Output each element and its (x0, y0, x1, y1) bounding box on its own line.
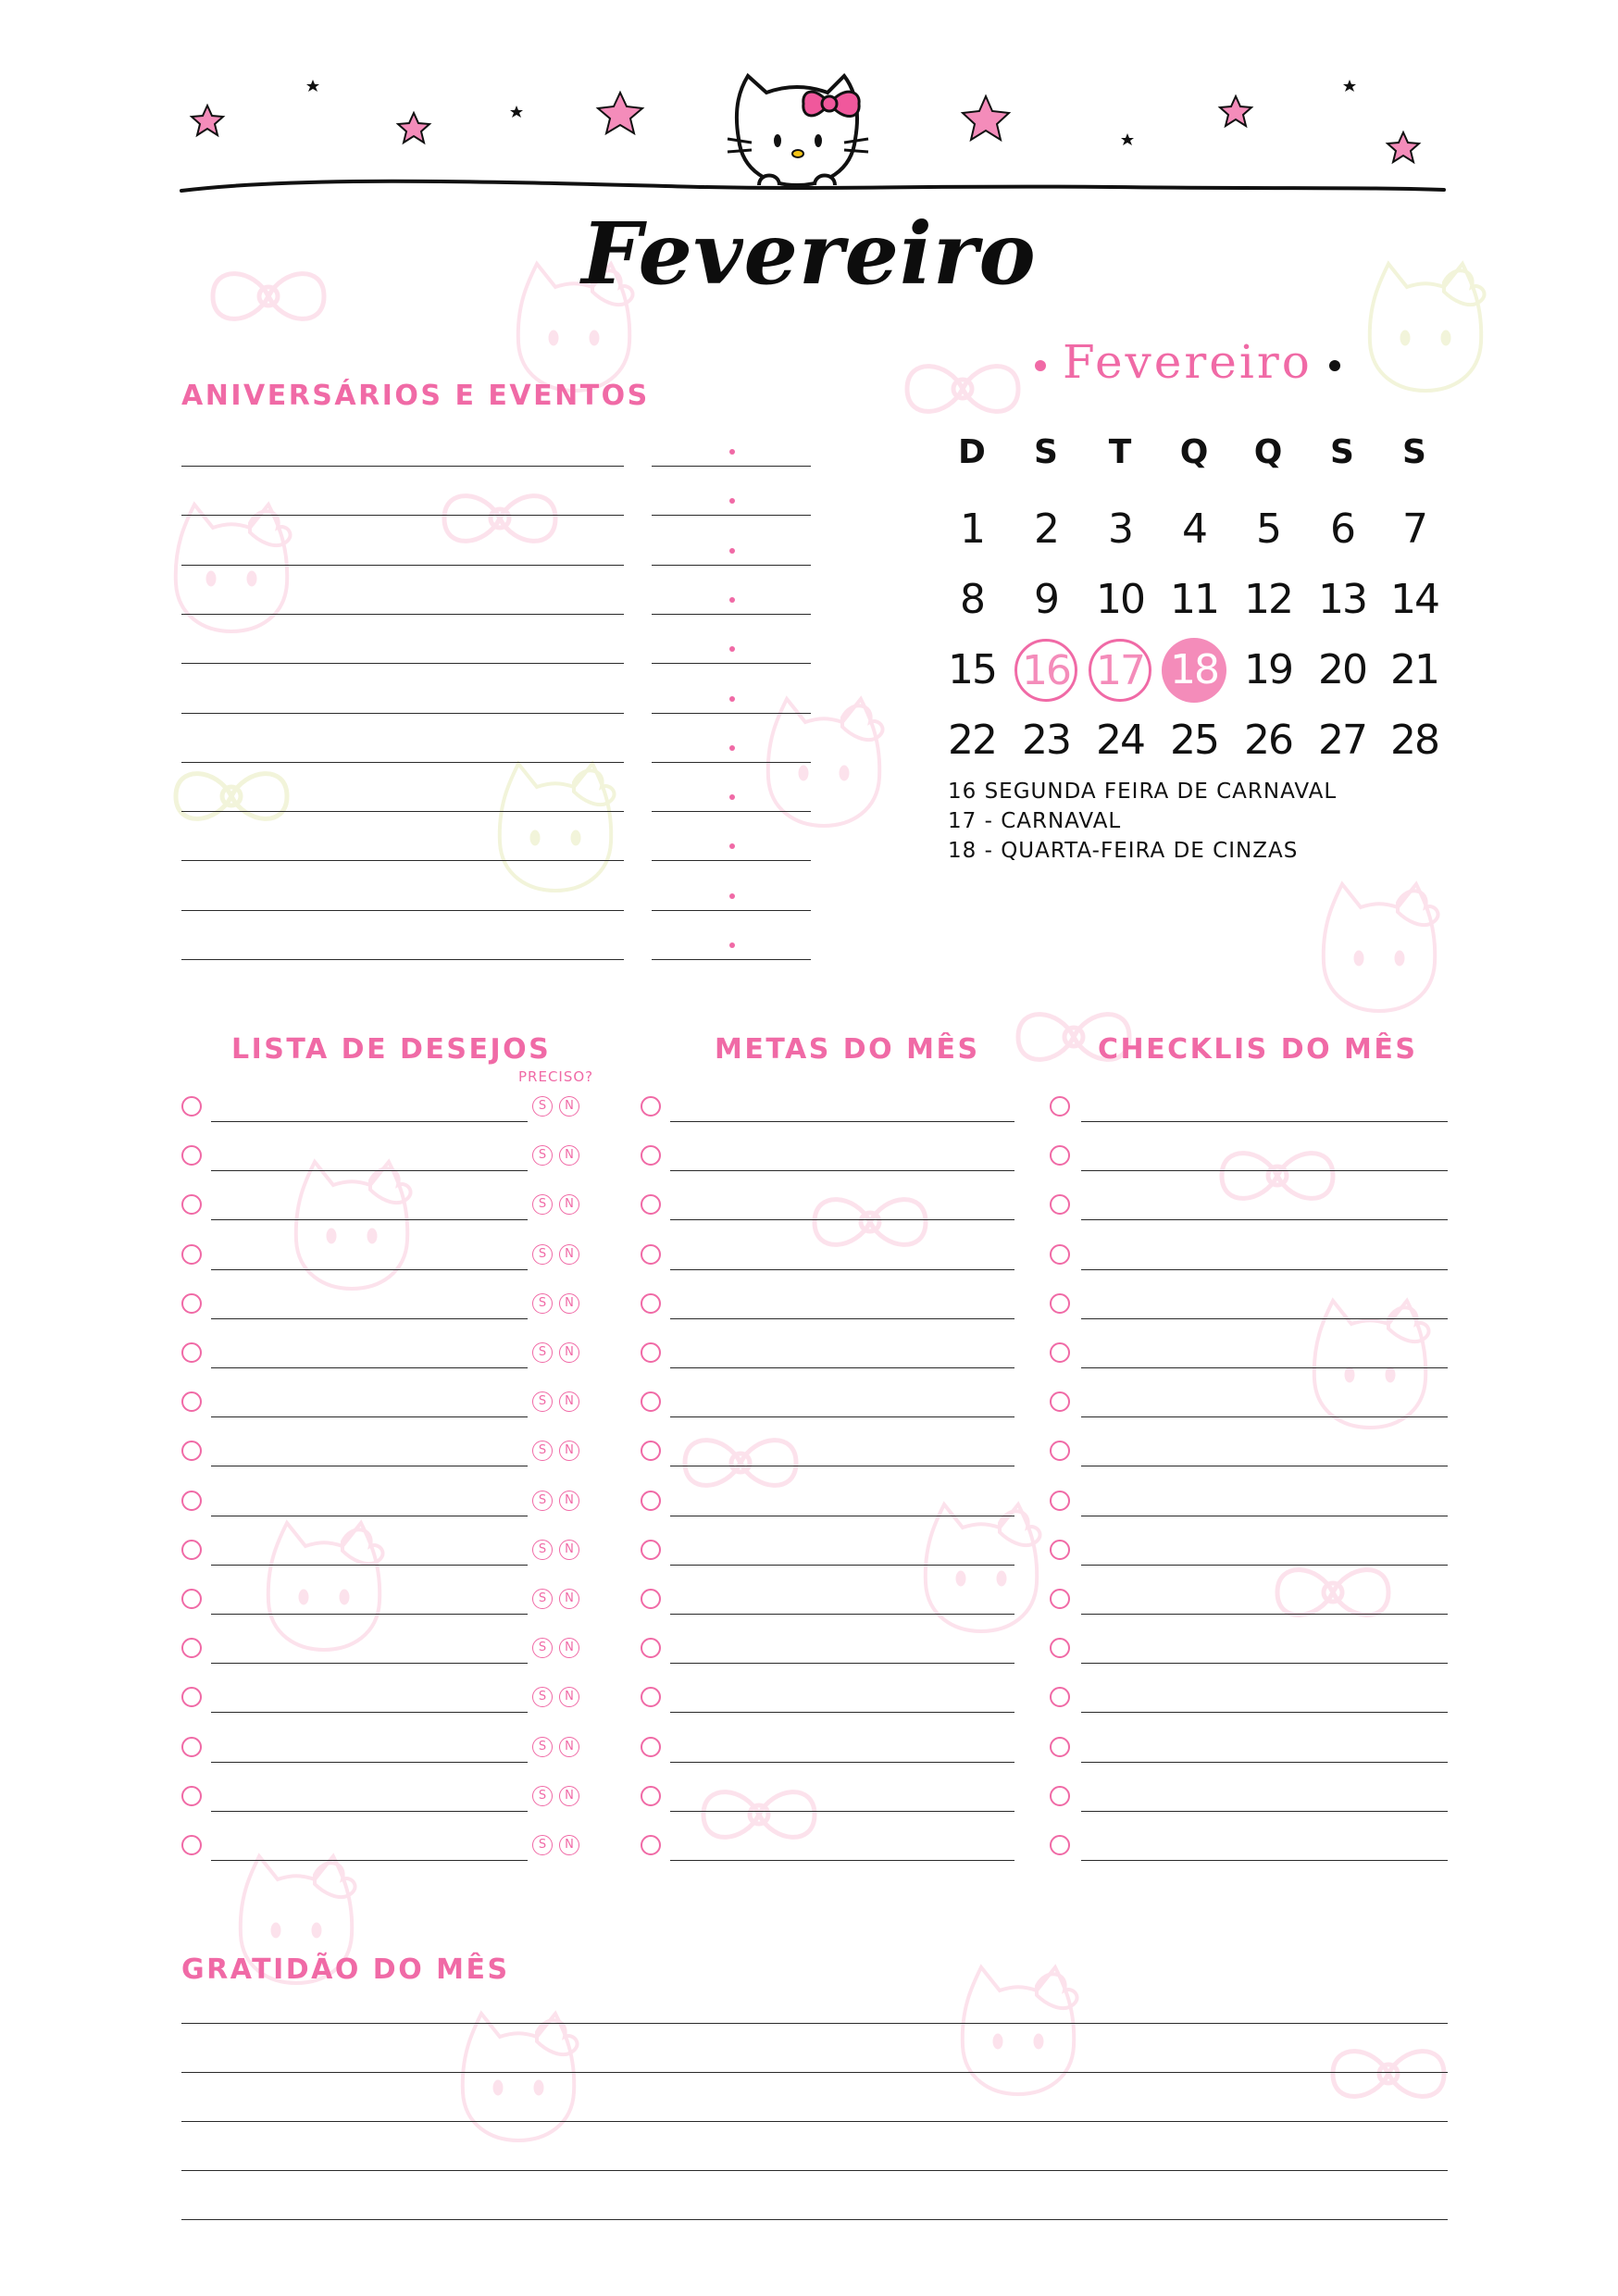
checklist-checkbox[interactable] (1050, 1096, 1070, 1117)
event-name-line[interactable] (181, 811, 624, 812)
wishlist-line[interactable] (211, 1614, 528, 1615)
gratitude-line[interactable] (181, 2121, 1448, 2122)
calendar-month (1035, 335, 1368, 389)
wishlist-yes-option[interactable]: S (532, 1589, 553, 1609)
gratitude-section-title: GRATIDÃO DO MÊS (181, 1953, 510, 1986)
goal-checkbox[interactable] (641, 1096, 661, 1117)
wishlist-yes-option[interactable]: S (532, 1540, 553, 1560)
event-name-line[interactable] (181, 565, 624, 566)
wishlist-no-option[interactable]: N (559, 1342, 579, 1363)
goal-checkbox[interactable] (641, 1835, 661, 1855)
goal-line[interactable] (670, 1860, 1014, 1861)
calendar-day[interactable]: 17 (1089, 639, 1151, 702)
page-title: Fevereiro (581, 204, 1037, 304)
goal-checkbox[interactable] (641, 1491, 661, 1511)
wishlist-yes-option[interactable]: S (532, 1638, 553, 1658)
checklist-checkbox[interactable] (1050, 1244, 1070, 1265)
checklist-section-title: CHECKLIS DO MÊS (1098, 1033, 1418, 1066)
wishlist-checkbox[interactable] (181, 1786, 202, 1806)
calendar-day[interactable]: 24 (1096, 717, 1144, 764)
wishlist-line[interactable] (211, 1367, 528, 1368)
calendar-weekday: S (1330, 433, 1354, 471)
goal-checkbox[interactable] (641, 1589, 661, 1609)
wishlist-no-option[interactable]: N (559, 1589, 579, 1609)
calendar-day[interactable]: 10 (1096, 576, 1144, 623)
calendar-weekday: D (958, 433, 986, 471)
calendar-weekday: Q (1253, 433, 1283, 471)
calendar-day[interactable]: 22 (948, 717, 996, 764)
event-date-line[interactable] (652, 515, 811, 516)
checklist-line[interactable] (1081, 1219, 1448, 1220)
calendar-month-label: Fevereiro (1063, 335, 1313, 389)
wishlist-no-option[interactable]: N (559, 1293, 579, 1314)
gratitude-line[interactable] (181, 2219, 1448, 2220)
wishlist-line[interactable] (211, 1219, 528, 1220)
wishlist-yes-option[interactable]: S (532, 1737, 553, 1757)
goal-checkbox[interactable] (641, 1293, 661, 1314)
calendar-day[interactable]: 20 (1318, 646, 1366, 693)
goal-line[interactable] (670, 1170, 1014, 1171)
wishlist-no-option[interactable]: N (559, 1687, 579, 1707)
calendar-day[interactable]: 13 (1318, 576, 1366, 623)
wishlist-line[interactable] (211, 1416, 528, 1417)
wishlist-no-option[interactable]: N (559, 1491, 579, 1511)
checklist-line[interactable] (1081, 1269, 1448, 1270)
wishlist-checkbox[interactable] (181, 1244, 202, 1265)
goal-checkbox[interactable] (641, 1342, 661, 1363)
event-name-line[interactable] (181, 910, 624, 911)
calendar-day[interactable]: 27 (1318, 717, 1366, 764)
wishlist-line[interactable] (211, 1860, 528, 1861)
checklist-line[interactable] (1081, 1712, 1448, 1713)
wishlist-no-option[interactable]: N (559, 1145, 579, 1166)
wishlist-line[interactable] (211, 1663, 528, 1664)
calendar-day[interactable]: 26 (1244, 717, 1292, 764)
event-name-line[interactable] (181, 515, 624, 516)
goal-checkbox[interactable] (641, 1737, 661, 1757)
calendar-day[interactable]: 28 (1390, 717, 1438, 764)
date-separator-dot (729, 449, 735, 455)
wishlist-yes-option[interactable]: S (532, 1293, 553, 1314)
event-date-line[interactable] (652, 959, 811, 960)
calendar-day[interactable]: 7 (1402, 505, 1426, 553)
date-separator-dot (729, 597, 735, 603)
event-date-line[interactable] (652, 663, 811, 664)
wishlist-no-option[interactable]: N (559, 1786, 579, 1806)
checklist-line[interactable] (1081, 1170, 1448, 1171)
wishlist-no-option[interactable]: N (559, 1244, 579, 1265)
goal-line[interactable] (670, 1367, 1014, 1368)
calendar-day[interactable]: 4 (1182, 505, 1206, 553)
wishlist-line[interactable] (211, 1170, 528, 1171)
checklist-checkbox[interactable] (1050, 1835, 1070, 1855)
dot-decoration (1329, 360, 1340, 371)
calendar-day[interactable]: 21 (1390, 646, 1438, 693)
event-name-line[interactable] (181, 762, 624, 763)
checklist-line[interactable] (1081, 1121, 1448, 1122)
calendar-note: 16 SEGUNDA FEIRA DE CARNAVAL (948, 780, 1338, 804)
calendar-day[interactable]: 12 (1244, 576, 1292, 623)
gratitude-line[interactable] (181, 2170, 1448, 2171)
goal-line[interactable] (670, 1565, 1014, 1566)
wishlist-yes-option[interactable]: S (532, 1441, 553, 1461)
checklist-line[interactable] (1081, 1318, 1448, 1319)
event-date-line[interactable] (652, 713, 811, 714)
wishlist-yes-option[interactable]: S (532, 1391, 553, 1412)
wishlist-no-option[interactable]: N (559, 1096, 579, 1117)
wishlist-no-option[interactable]: N (559, 1638, 579, 1658)
wishlist-checkbox[interactable] (181, 1835, 202, 1855)
gratitude-line[interactable] (181, 2072, 1448, 2073)
calendar-day[interactable]: 6 (1330, 505, 1354, 553)
checklist-checkbox[interactable] (1050, 1589, 1070, 1609)
events-section-title: ANIVERSÁRIOS E EVENTOS (181, 380, 650, 412)
wishlist-yes-option[interactable]: S (532, 1145, 553, 1166)
event-date-line[interactable] (652, 565, 811, 566)
wishlist-no-option[interactable]: N (559, 1391, 579, 1412)
wishlist-yes-option[interactable]: S (532, 1096, 553, 1117)
goal-line[interactable] (670, 1762, 1014, 1763)
wishlist-line[interactable] (211, 1121, 528, 1122)
event-date-line[interactable] (652, 860, 811, 861)
checklist-line[interactable] (1081, 1614, 1448, 1615)
wishlist-checkbox[interactable] (181, 1540, 202, 1560)
wishlist-section-title: LISTA DE DESEJOS (231, 1033, 552, 1066)
wishlist-no-option[interactable]: N (559, 1540, 579, 1560)
wishlist-checkbox[interactable] (181, 1589, 202, 1609)
goal-line[interactable] (670, 1318, 1014, 1319)
wishlist-no-option[interactable]: N (559, 1194, 579, 1215)
checklist-line[interactable] (1081, 1663, 1448, 1664)
wishlist-line[interactable] (211, 1565, 528, 1566)
goal-line[interactable] (670, 1614, 1014, 1615)
wishlist-yes-option[interactable]: S (532, 1491, 553, 1511)
event-name-line[interactable] (181, 614, 624, 615)
event-date-line[interactable] (652, 811, 811, 812)
wishlist-line[interactable] (211, 1269, 528, 1270)
wishlist-yes-option[interactable]: S (532, 1244, 553, 1265)
calendar-day[interactable]: 9 (1034, 576, 1058, 623)
wishlist-checkbox[interactable] (181, 1096, 202, 1117)
event-date-line[interactable] (652, 614, 811, 615)
goal-line[interactable] (670, 1416, 1014, 1417)
checklist-checkbox[interactable] (1050, 1293, 1070, 1314)
gratitude-line[interactable] (181, 2023, 1448, 2024)
checklist-line[interactable] (1081, 1416, 1448, 1417)
date-separator-dot (729, 696, 735, 702)
wishlist-checkbox[interactable] (181, 1491, 202, 1511)
wishlist-no-option[interactable]: N (559, 1835, 579, 1855)
calendar-day[interactable]: 19 (1244, 646, 1292, 693)
calendar-day[interactable]: 14 (1390, 576, 1438, 623)
event-name-line[interactable] (181, 466, 624, 467)
calendar-day[interactable]: 1 (960, 505, 984, 553)
checklist-line[interactable] (1081, 1565, 1448, 1566)
calendar-day[interactable]: 16 (1014, 639, 1077, 702)
goal-line[interactable] (670, 1121, 1014, 1122)
calendar-day[interactable]: 23 (1022, 717, 1070, 764)
goal-line[interactable] (670, 1269, 1014, 1270)
wishlist-yes-option[interactable]: S (532, 1342, 553, 1363)
goal-checkbox[interactable] (641, 1244, 661, 1265)
goal-line[interactable] (670, 1663, 1014, 1664)
calendar-weekday: S (1034, 433, 1058, 471)
checklist-checkbox[interactable] (1050, 1491, 1070, 1511)
calendar-day[interactable]: 25 (1170, 717, 1218, 764)
calendar-day[interactable]: 5 (1256, 505, 1280, 553)
wishlist-yes-option[interactable]: S (532, 1194, 553, 1215)
event-name-line[interactable] (181, 860, 624, 861)
goal-checkbox[interactable] (641, 1786, 661, 1806)
wishlist-checkbox[interactable] (181, 1737, 202, 1757)
calendar-weekday: Q (1179, 433, 1209, 471)
calendar-note: 17 - CARNAVAL (948, 809, 1122, 833)
calendar-day[interactable]: 15 (948, 646, 996, 693)
dot-decoration (1035, 360, 1046, 371)
calendar-day[interactable]: 11 (1170, 576, 1218, 623)
wishlist-line[interactable] (211, 1318, 528, 1319)
wishlist-checkbox[interactable] (181, 1342, 202, 1363)
wishlist-checkbox[interactable] (181, 1293, 202, 1314)
checklist-line[interactable] (1081, 1367, 1448, 1368)
event-name-line[interactable] (181, 663, 624, 664)
wishlist-line[interactable] (211, 1811, 528, 1812)
calendar-day[interactable]: 3 (1108, 505, 1132, 553)
checklist-line[interactable] (1081, 1762, 1448, 1763)
calendar-weekday: T (1108, 433, 1132, 471)
wishlist-yes-option[interactable]: S (532, 1786, 553, 1806)
calendar-note: 18 - QUARTA-FEIRA DE CINZAS (948, 839, 1299, 863)
wishlist-line[interactable] (211, 1762, 528, 1763)
checklist-line[interactable] (1081, 1811, 1448, 1812)
wishlist-no-option[interactable]: N (559, 1441, 579, 1461)
event-date-line[interactable] (652, 910, 811, 911)
wishlist-yes-option[interactable]: S (532, 1835, 553, 1855)
checklist-line[interactable] (1081, 1860, 1448, 1861)
date-separator-dot (729, 548, 735, 554)
goal-line[interactable] (670, 1712, 1014, 1713)
checklist-checkbox[interactable] (1050, 1786, 1070, 1806)
date-separator-dot (729, 942, 735, 948)
wishlist-line[interactable] (211, 1712, 528, 1713)
event-date-line[interactable] (652, 466, 811, 467)
event-date-line[interactable] (652, 762, 811, 763)
goal-line[interactable] (670, 1811, 1014, 1812)
header-decoration (0, 0, 1618, 213)
goal-line[interactable] (670, 1219, 1014, 1220)
goals-section-title: METAS DO MÊS (715, 1033, 980, 1066)
date-separator-dot (729, 893, 735, 899)
calendar-day[interactable]: 2 (1034, 505, 1058, 553)
event-name-line[interactable] (181, 959, 624, 960)
checklist-checkbox[interactable] (1050, 1540, 1070, 1560)
date-separator-dot (729, 745, 735, 751)
checklist-checkbox[interactable] (1050, 1342, 1070, 1363)
goal-checkbox[interactable] (641, 1540, 661, 1560)
wishlist-no-option[interactable]: N (559, 1737, 579, 1757)
calendar-day[interactable]: 8 (960, 576, 984, 623)
checklist-checkbox[interactable] (1050, 1737, 1070, 1757)
calendar-day[interactable]: 18 (1162, 638, 1226, 703)
wishlist-yes-option[interactable]: S (532, 1687, 553, 1707)
calendar-weekday: S (1402, 433, 1426, 471)
event-name-line[interactable] (181, 713, 624, 714)
wishlist-need-label: PRECISO? (518, 1068, 594, 1085)
